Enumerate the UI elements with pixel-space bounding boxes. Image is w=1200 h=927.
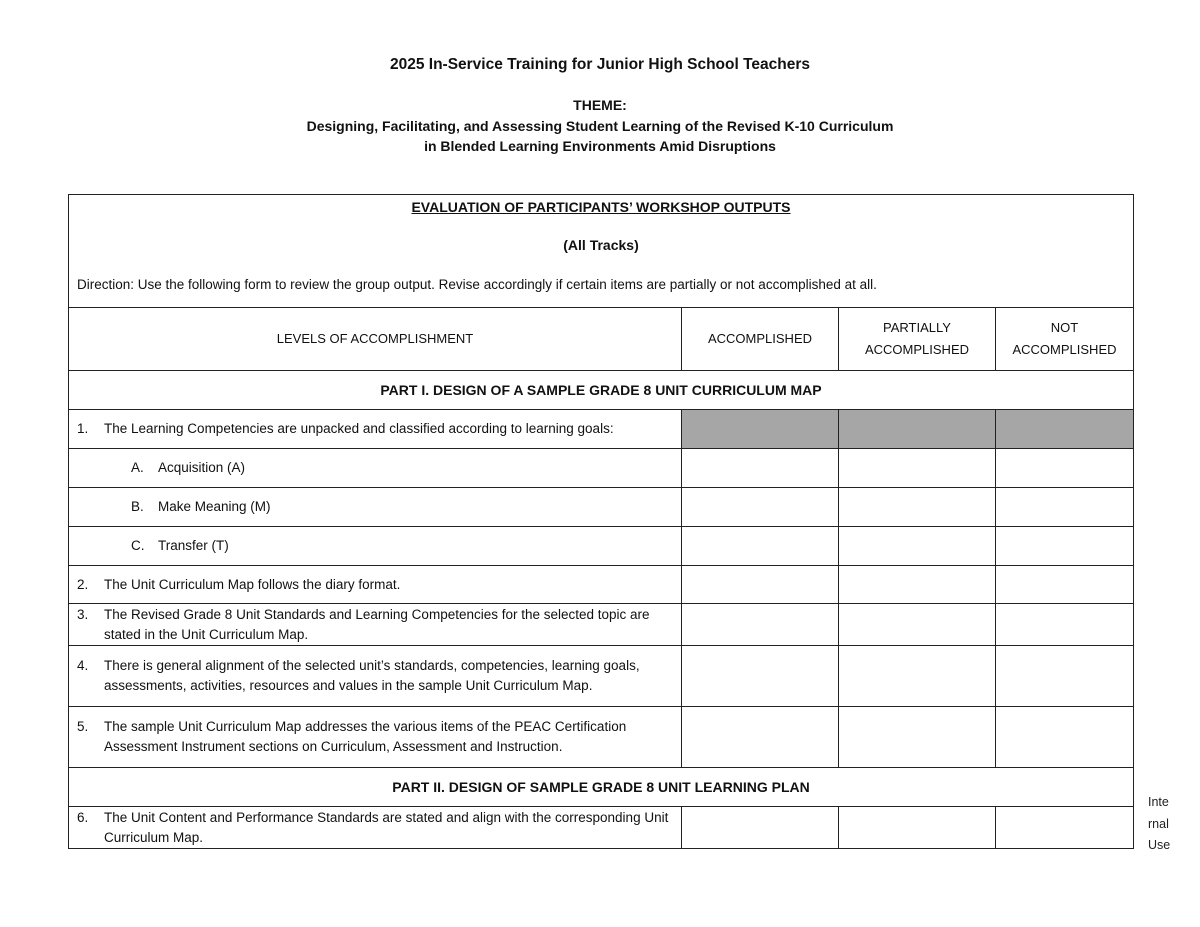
theme-line-1: Designing, Facilitating, and Assessing Student Learning of the Revised K-10 Curriculum bbox=[306, 118, 894, 134]
table-row bbox=[69, 566, 1134, 604]
not-accomplished-cell[interactable] bbox=[996, 527, 1134, 566]
item-cell bbox=[69, 604, 682, 646]
item-cell bbox=[69, 566, 682, 604]
part-2-heading: PART II. DESIGN OF SAMPLE GRADE 8 UNIT LEARNING PLAN bbox=[69, 768, 1134, 807]
subitem-text: Make Meaning (M) bbox=[158, 499, 271, 514]
header-accomplished: ACCOMPLISHED bbox=[682, 308, 839, 371]
shaded-cell bbox=[839, 410, 996, 449]
subitem-letter: C. bbox=[131, 538, 145, 553]
table-row bbox=[69, 488, 1134, 527]
theme-line-2: in Blended Learning Environments Amid Disruptions bbox=[424, 138, 776, 154]
item-number: 6. bbox=[77, 809, 89, 825]
direction-text: Direction: Use the following form to review the group output. Revise accordingly if certain items are partially or not accomplished at all. bbox=[77, 277, 877, 292]
accomplished-cell[interactable] bbox=[682, 807, 839, 849]
item-text: The Revised Grade 8 Unit Standards and Learning Competencies for the selected topic are stated in the Unit Curriculum Map. bbox=[104, 606, 650, 642]
not-accomplished-cell[interactable] bbox=[996, 646, 1134, 707]
partially-cell[interactable] bbox=[839, 807, 996, 849]
subitem-letter: B. bbox=[131, 499, 144, 514]
accomplished-cell[interactable] bbox=[682, 707, 839, 768]
table-row bbox=[69, 604, 1134, 646]
accomplished-cell[interactable] bbox=[682, 566, 839, 604]
table-row bbox=[69, 807, 1134, 849]
header-levels: LEVELS OF ACCOMPLISHMENT bbox=[69, 308, 682, 371]
accomplished-cell[interactable] bbox=[682, 646, 839, 707]
not-accomplished-cell[interactable] bbox=[996, 604, 1134, 646]
item-cell bbox=[69, 646, 682, 707]
document-title: 2025 In-Service Training for Junior High School Teachers bbox=[389, 56, 811, 73]
table-row bbox=[69, 646, 1134, 707]
item-text: The Learning Competencies are unpacked and classified according to learning goals: bbox=[104, 421, 614, 436]
header-not-accomplished bbox=[996, 308, 1134, 371]
part-1-row bbox=[69, 371, 1134, 410]
table-row bbox=[69, 527, 1134, 566]
partially-cell[interactable] bbox=[839, 707, 996, 768]
tracks-label: (All Tracks) bbox=[563, 237, 639, 253]
header-partially-line1: PARTIALLY bbox=[883, 320, 951, 335]
header-partially-accomplished bbox=[839, 308, 996, 371]
header-partially-line2: ACCOMPLISHED bbox=[864, 342, 970, 357]
partially-cell[interactable] bbox=[839, 646, 996, 707]
item-cell bbox=[69, 410, 682, 449]
table-row bbox=[69, 410, 1134, 449]
item-number: 4. bbox=[77, 658, 89, 673]
header-not-line2: ACCOMPLISHED bbox=[1012, 342, 1117, 357]
accomplished-cell[interactable] bbox=[682, 527, 839, 566]
accomplished-cell[interactable] bbox=[682, 449, 839, 488]
form-intro bbox=[69, 195, 1134, 308]
item-text: There is general alignment of the selected unit’s standards, competencies, learning goals, assessments, activities, resources and values in the sample Unit Curriculum Map. bbox=[104, 658, 640, 693]
item-number: 5. bbox=[77, 719, 89, 734]
subitem-cell bbox=[69, 449, 682, 488]
item-text: The sample Unit Curriculum Map addresses the various items of the PEAC Certification Assessment Instrument sections on Curriculum, Assessment and Instruction. bbox=[104, 719, 627, 754]
table-row bbox=[69, 707, 1134, 768]
partially-cell[interactable] bbox=[839, 488, 996, 527]
evaluation-table bbox=[68, 194, 1134, 849]
header-not-line1: NOT bbox=[1050, 320, 1079, 335]
part-2-row bbox=[69, 768, 1134, 807]
not-accomplished-cell[interactable] bbox=[996, 707, 1134, 768]
item-number: 1. bbox=[77, 421, 89, 436]
evaluation-title: EVALUATION OF PARTICIPANTS’ WORKSHOP OUTPUTS bbox=[411, 199, 791, 215]
partially-cell[interactable] bbox=[839, 527, 996, 566]
partially-cell[interactable] bbox=[839, 566, 996, 604]
not-accomplished-cell[interactable] bbox=[996, 807, 1134, 849]
not-accomplished-cell[interactable] bbox=[996, 566, 1134, 604]
item-number: 3. bbox=[77, 606, 89, 622]
accomplished-cell[interactable] bbox=[682, 604, 839, 646]
internal-use-label: Internal Use bbox=[1148, 795, 1171, 852]
theme-label: THEME: bbox=[573, 97, 627, 113]
subitem-cell bbox=[69, 488, 682, 527]
partially-cell[interactable] bbox=[839, 449, 996, 488]
item-cell bbox=[69, 807, 682, 849]
not-accomplished-cell[interactable] bbox=[996, 488, 1134, 527]
part-1-heading: PART I. DESIGN OF A SAMPLE GRADE 8 UNIT CURRICULUM MAP bbox=[69, 371, 1134, 410]
subitem-letter: A. bbox=[131, 460, 144, 475]
item-number: 2. bbox=[77, 576, 89, 592]
table-row bbox=[69, 449, 1134, 488]
column-header-row bbox=[69, 308, 1134, 371]
subitem-text: Acquisition (A) bbox=[158, 460, 246, 475]
subitem-text: Transfer (T) bbox=[158, 538, 229, 553]
shaded-cell bbox=[682, 410, 839, 449]
accomplished-cell[interactable] bbox=[682, 488, 839, 527]
item-cell bbox=[69, 707, 682, 768]
item-text: The Unit Curriculum Map follows the diary format. bbox=[104, 576, 401, 592]
subitem-cell bbox=[69, 527, 682, 566]
not-accomplished-cell[interactable] bbox=[996, 449, 1134, 488]
item-text: The Unit Content and Performance Standards are stated and align with the corresponding Unit Curriculum Map. bbox=[104, 809, 669, 845]
shaded-cell bbox=[996, 410, 1134, 449]
partially-cell[interactable] bbox=[839, 604, 996, 646]
